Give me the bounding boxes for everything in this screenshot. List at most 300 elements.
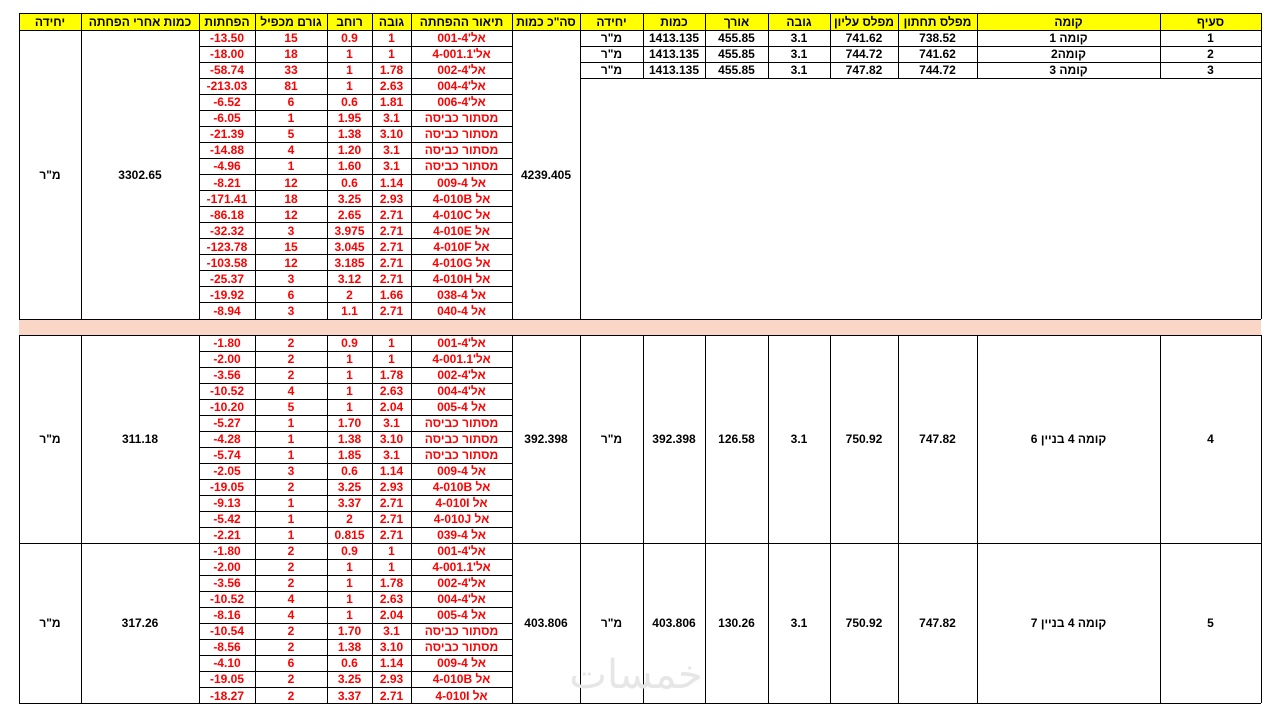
multiplier-value: 2 xyxy=(287,624,295,639)
grid-line xyxy=(199,511,512,512)
height-value: 1 xyxy=(388,544,395,559)
width-value: 0.6 xyxy=(341,95,358,110)
deduction-description: מסתור כביסה xyxy=(424,640,499,655)
height-value: 1.78 xyxy=(379,63,404,78)
deduction-value: -1.80 xyxy=(213,336,241,350)
header-deductions: הפחתות xyxy=(199,13,255,30)
grid-line xyxy=(830,335,831,543)
header-qty-after: כמות אחרי הפחתה xyxy=(81,13,199,30)
deduction-description: אל'004-4 xyxy=(437,79,486,94)
floor-row-2-lower-level: 741.62 xyxy=(919,47,956,62)
multiplier-value: 6 xyxy=(287,95,295,110)
grid-line xyxy=(199,383,512,384)
height-value: 2.63 xyxy=(379,384,404,398)
deduction-value: -13.50 xyxy=(209,31,245,46)
grid-line xyxy=(199,46,512,47)
deduction-description: אל 4-010I xyxy=(435,688,488,703)
deduction-value: -10.52 xyxy=(209,592,245,607)
width-value: 1.38 xyxy=(337,127,362,142)
deduction-value: -8.16 xyxy=(213,608,241,623)
multiplier-value: 2 xyxy=(287,576,295,591)
grid-line xyxy=(199,254,512,255)
grid-line xyxy=(19,543,20,703)
multiplier-value: 3 xyxy=(287,223,295,238)
grid-line xyxy=(199,142,512,143)
deduction-value: -10.54 xyxy=(209,624,245,639)
deduction-description: מסתור כביסה xyxy=(424,111,499,126)
multiplier-value: 4 xyxy=(287,143,295,158)
floor-row-3-unit: מ"ר xyxy=(600,63,623,78)
deduction-description: אל'006-4 xyxy=(437,95,486,110)
grid-line xyxy=(199,655,512,656)
grid-line xyxy=(19,703,1261,704)
group-3-total-qty: 403.806 xyxy=(524,616,568,630)
deduction-value: -3.56 xyxy=(213,368,241,382)
deduction-value: -19.05 xyxy=(209,672,245,687)
deduction-value: -5.27 xyxy=(213,416,241,430)
group-3-item: 5 xyxy=(1207,616,1214,630)
grid-line xyxy=(199,335,200,543)
group-2-floor: קומה 4 בניין 6 xyxy=(1030,432,1107,446)
deduction-value: -19.92 xyxy=(209,287,245,302)
multiplier-value: 1 xyxy=(287,496,295,510)
floor-row-2-length: 455.85 xyxy=(718,47,755,62)
deduction-value: -19.05 xyxy=(209,480,245,494)
deduction-value: -32.32 xyxy=(209,223,245,238)
width-value: 1 xyxy=(346,592,353,607)
grid-line xyxy=(255,335,256,543)
grid-line xyxy=(199,447,512,448)
width-value: 0.6 xyxy=(341,175,358,190)
deduction-description: מסתור כביסה xyxy=(424,416,499,430)
grid-line xyxy=(199,30,200,319)
width-value: 1 xyxy=(346,384,353,398)
grid-line xyxy=(255,543,256,703)
floor-row-1-qty: 1413.135 xyxy=(648,31,700,46)
multiplier-value: 1 xyxy=(287,448,295,462)
grid-line xyxy=(1261,13,1262,30)
deduction-description: אל 040-4 xyxy=(437,303,486,318)
floor-row-3-lower-level: 744.72 xyxy=(919,63,956,78)
deduction-description: מסתור כביסה xyxy=(424,143,499,158)
height-value: 2.71 xyxy=(379,271,404,286)
deduction-description: אל 009-4 xyxy=(437,656,486,671)
grid-line xyxy=(19,30,1261,31)
grid-line xyxy=(199,559,512,560)
grid-line xyxy=(81,335,82,543)
multiplier-value: 2 xyxy=(287,352,295,366)
deduction-description: אל'001-4 xyxy=(437,544,486,559)
multiplier-value: 3 xyxy=(287,271,295,286)
height-value: 1.14 xyxy=(379,464,404,478)
grid-line xyxy=(199,94,512,95)
grid-line xyxy=(199,206,512,207)
header-desc: תיאור ההפחתה xyxy=(411,13,512,30)
grid-line xyxy=(512,543,513,703)
floor-row-1-upper-level: 741.62 xyxy=(845,31,883,46)
width-value: 0.9 xyxy=(341,544,358,559)
height-value: 2.04 xyxy=(379,608,404,623)
width-value: 3.975 xyxy=(334,223,365,238)
height-value: 2.71 xyxy=(379,688,404,703)
group-3-length: 130.26 xyxy=(718,616,755,630)
deduction-description: אל 4-010B xyxy=(432,672,491,687)
grid-line xyxy=(19,335,1261,336)
width-value: 2 xyxy=(346,512,353,526)
grid-line xyxy=(512,335,513,543)
height-value: 3.1 xyxy=(383,448,400,462)
floor-row-3-item: 3 xyxy=(1207,63,1214,78)
height-value: 3.1 xyxy=(383,416,400,430)
height-value: 2.93 xyxy=(379,480,404,494)
group-2-length: 126.58 xyxy=(718,432,755,446)
deduction-value: -86.18 xyxy=(209,207,245,222)
grid-line xyxy=(705,13,706,30)
group-1-unit: מ"ר xyxy=(39,167,61,182)
floor-row-1-floor: קומה 1 xyxy=(1049,31,1088,46)
deduction-value: -14.88 xyxy=(209,143,245,158)
grid-line xyxy=(81,13,82,30)
grid-line xyxy=(19,13,20,30)
group-2-total-qty: 392.398 xyxy=(524,432,568,446)
height-value: 3.1 xyxy=(383,111,400,126)
deduction-value: -2.00 xyxy=(213,560,241,575)
multiplier-value: 2 xyxy=(287,688,295,703)
grid-line xyxy=(19,335,20,543)
grid-line xyxy=(977,13,978,30)
multiplier-value: 5 xyxy=(287,127,295,142)
deduction-value: -123.78 xyxy=(206,239,248,254)
deduction-value: -18.00 xyxy=(209,47,245,62)
deduction-description: אל 4-010E xyxy=(433,223,490,238)
grid-line xyxy=(411,13,412,30)
height-value: 1 xyxy=(388,560,395,575)
height-value: 2.71 xyxy=(379,223,404,238)
grid-line xyxy=(199,222,512,223)
multiplier-value: 4 xyxy=(287,592,295,607)
floor-row-2-upper-level: 744.72 xyxy=(845,47,883,62)
grid-line xyxy=(199,671,512,672)
height-value: 3.1 xyxy=(383,143,400,158)
header-item: סעיף xyxy=(1160,13,1261,30)
deduction-value: -1.80 xyxy=(213,544,241,559)
height-value: 3.10 xyxy=(379,640,404,655)
group-1-qty-after-deductions: 3302.65 xyxy=(118,167,162,182)
grid-line xyxy=(199,158,512,159)
grid-line xyxy=(199,431,512,432)
deduction-description: אל'001-4 xyxy=(437,31,486,46)
grid-line xyxy=(199,126,512,127)
multiplier-value: 2 xyxy=(287,336,295,350)
floor-row-2-item: 2 xyxy=(1207,47,1214,62)
width-value: 1.60 xyxy=(337,159,362,174)
grid-line xyxy=(199,13,200,30)
group-3-height: 3.1 xyxy=(790,616,808,630)
grid-line xyxy=(199,575,512,576)
width-value: 1 xyxy=(346,352,353,366)
width-value: 1 xyxy=(346,47,353,62)
height-value: 1 xyxy=(388,352,395,366)
group-3-unit: מ"ר xyxy=(600,616,623,630)
grid-line xyxy=(898,13,899,30)
grid-line xyxy=(1160,543,1161,703)
grid-line xyxy=(898,30,899,78)
deduction-value: -10.52 xyxy=(209,384,245,398)
header-upper-level: מפלס עליון xyxy=(830,13,898,30)
height-value: 1.78 xyxy=(379,368,404,382)
deduction-value: -21.39 xyxy=(209,127,245,142)
grid-line xyxy=(81,543,82,703)
grid-line xyxy=(255,13,256,30)
multiplier-value: 2 xyxy=(287,368,295,382)
height-value: 1.14 xyxy=(379,656,404,671)
height-value: 2.71 xyxy=(379,528,404,542)
deduction-description: אל'4-001.1 xyxy=(432,560,491,575)
group-2-lower: 747.82 xyxy=(919,432,956,446)
height-value: 3.1 xyxy=(383,159,400,174)
grid-line xyxy=(1160,13,1161,30)
grid-line xyxy=(81,30,82,319)
header-width: רוחב xyxy=(327,13,372,30)
height-value: 1 xyxy=(388,31,395,46)
multiplier-value: 5 xyxy=(287,400,295,414)
grid-line xyxy=(512,30,513,319)
deduction-description: אל 009-4 xyxy=(437,175,486,190)
width-value: 1.70 xyxy=(337,624,362,639)
group-3-lower: 747.82 xyxy=(919,616,956,630)
width-value: 1 xyxy=(346,368,353,382)
width-value: 1.38 xyxy=(337,432,362,446)
group-2-qty: 392.398 xyxy=(652,432,696,446)
floor-row-1-item: 1 xyxy=(1207,31,1214,46)
multiplier-value: 1 xyxy=(287,528,295,542)
grid-line xyxy=(199,78,512,79)
height-value: 2.04 xyxy=(379,400,404,414)
deduction-value: -9.13 xyxy=(213,496,241,510)
header-floor: קומה xyxy=(977,13,1160,30)
grid-line xyxy=(705,30,706,78)
width-value: 3.37 xyxy=(337,688,362,703)
grid-line xyxy=(327,30,328,319)
multiplier-value: 15 xyxy=(284,239,298,254)
floor-row-1-unit: מ"ר xyxy=(600,31,623,46)
grid-line xyxy=(199,302,512,303)
header-length: אורך xyxy=(705,13,768,30)
width-value: 3.185 xyxy=(334,255,365,270)
width-value: 1.70 xyxy=(337,416,362,430)
grid-line xyxy=(768,335,769,543)
group-2-height: 3.1 xyxy=(790,432,808,446)
deduction-description: אל 4-010H xyxy=(432,271,491,286)
floor-row-1-height: 3.1 xyxy=(790,31,808,46)
deduction-value: -4.10 xyxy=(213,656,241,671)
grid-line xyxy=(199,591,512,592)
grid-line xyxy=(199,238,512,239)
floor-row-3-upper-level: 747.82 xyxy=(845,63,883,78)
grid-line xyxy=(977,543,978,703)
grid-line xyxy=(199,479,512,480)
width-value: 1 xyxy=(346,560,353,575)
multiplier-value: 12 xyxy=(284,175,298,190)
height-value: 2.71 xyxy=(379,303,404,318)
width-value: 0.6 xyxy=(341,656,358,671)
grid-line xyxy=(643,30,644,78)
group-3-upper: 750.92 xyxy=(845,616,883,630)
grid-line xyxy=(411,335,412,543)
grid-line xyxy=(199,62,512,63)
width-value: 3.25 xyxy=(337,480,362,494)
grid-line xyxy=(327,335,328,543)
header-qty: כמות xyxy=(643,13,705,30)
grid-line xyxy=(1261,30,1262,319)
height-value: 2.71 xyxy=(379,496,404,510)
multiplier-value: 18 xyxy=(284,191,298,206)
grid-line xyxy=(411,543,412,703)
floor-row-1-lower-level: 738.52 xyxy=(919,31,956,46)
grid-line xyxy=(512,13,513,30)
deduction-description: אל'4-001.1 xyxy=(432,352,491,366)
deduction-description: אל 4-010F xyxy=(433,239,490,254)
deduction-description: מסתור כביסה xyxy=(424,159,499,174)
width-value: 1 xyxy=(346,608,353,623)
height-value: 1 xyxy=(388,336,395,350)
width-value: 0.9 xyxy=(341,336,358,350)
deduction-description: מסתור כביסה xyxy=(424,432,499,446)
multiplier-value: 12 xyxy=(284,255,298,270)
floor-row-3-height: 3.1 xyxy=(790,63,808,78)
grid-line xyxy=(372,543,373,703)
width-value: 0.815 xyxy=(334,528,365,542)
multiplier-value: 1 xyxy=(287,432,295,446)
deduction-value: -8.21 xyxy=(213,175,241,190)
group-3-qty-after-deductions: 317.26 xyxy=(121,616,159,630)
grid-line xyxy=(372,13,373,30)
deduction-value: -58.74 xyxy=(209,63,245,78)
deduction-description: אל'004-4 xyxy=(437,592,486,607)
deduction-value: -2.05 xyxy=(213,464,241,478)
grid-line xyxy=(580,13,581,30)
deduction-description: אל'002-4 xyxy=(437,63,486,78)
width-value: 2 xyxy=(346,287,353,302)
width-value: 1.1 xyxy=(341,303,358,318)
height-value: 2.63 xyxy=(379,592,404,607)
height-value: 2.71 xyxy=(379,207,404,222)
grid-line xyxy=(199,639,512,640)
grid-line xyxy=(1160,30,1161,78)
grid-line xyxy=(898,543,899,703)
multiplier-value: 81 xyxy=(284,79,298,94)
deduction-value: -103.58 xyxy=(206,255,248,270)
deduction-value: -10.20 xyxy=(209,400,245,414)
deduction-value: -4.96 xyxy=(213,159,241,174)
width-value: 3.25 xyxy=(337,672,362,687)
height-value: 1.78 xyxy=(379,576,404,591)
group-2-qty-after-deductions: 311.18 xyxy=(121,432,159,446)
grid-line xyxy=(199,399,512,400)
grid-line xyxy=(1261,335,1262,543)
group-2-unit: מ"ר xyxy=(39,432,61,446)
grid-line xyxy=(372,30,373,319)
grid-line xyxy=(199,190,512,191)
multiplier-value: 6 xyxy=(287,656,295,671)
height-value: 3.10 xyxy=(379,127,404,142)
grid-line xyxy=(199,351,512,352)
width-value: 1 xyxy=(346,63,353,78)
grid-line xyxy=(199,110,512,111)
width-value: 0.9 xyxy=(341,31,358,46)
section-separator xyxy=(19,319,1261,335)
grid-line xyxy=(372,335,373,543)
grid-line xyxy=(1160,335,1161,543)
multiplier-value: 1 xyxy=(287,416,295,430)
grid-line xyxy=(705,335,706,543)
deduction-value: -18.27 xyxy=(209,688,245,703)
multiplier-value: 4 xyxy=(287,608,295,623)
multiplier-value: 1 xyxy=(287,512,295,526)
deduction-value: -6.05 xyxy=(213,111,241,126)
deduction-value: -5.42 xyxy=(213,512,241,526)
deduction-value: -4.28 xyxy=(213,432,241,446)
deduction-description: אל 009-4 xyxy=(437,464,486,478)
grid-line xyxy=(199,270,512,271)
grid-line xyxy=(199,367,512,368)
height-value: 1.14 xyxy=(379,175,404,190)
height-value: 3.10 xyxy=(379,432,404,446)
grid-line xyxy=(199,495,512,496)
grid-line xyxy=(199,623,512,624)
deduction-description: אל 4-010J xyxy=(433,512,490,526)
grid-line xyxy=(977,30,978,78)
height-value: 2.93 xyxy=(379,191,404,206)
header-lower-level: מפלס תחתון xyxy=(898,13,977,30)
grid-line xyxy=(977,335,978,543)
height-value: 2.93 xyxy=(379,672,404,687)
group-2-unit: מ"ר xyxy=(600,432,623,446)
multiplier-value: 3 xyxy=(287,464,295,478)
floor-row-3-floor: קומה 3 xyxy=(1049,63,1088,78)
grid-line xyxy=(199,174,512,175)
grid-line xyxy=(830,13,831,30)
deduction-value: -5.74 xyxy=(213,448,241,462)
deduction-description: אל'001-4 xyxy=(437,336,486,350)
group-3-unit: מ"ר xyxy=(39,616,61,630)
deduction-description: מסתור כביסה xyxy=(424,624,499,639)
height-value: 2.71 xyxy=(379,512,404,526)
header-unit-left: יחידה xyxy=(19,13,81,30)
height-value: 2.71 xyxy=(379,255,404,270)
grid-line xyxy=(327,13,328,30)
floor-row-1-length: 455.85 xyxy=(718,31,755,46)
deduction-value: -3.56 xyxy=(213,576,241,591)
width-value: 1.38 xyxy=(337,640,362,655)
header-multiplier: גורם מכפיל xyxy=(255,13,327,30)
deduction-value: -2.00 xyxy=(213,352,241,366)
grid-line xyxy=(830,543,831,703)
grid-line xyxy=(580,335,581,543)
grid-line xyxy=(327,543,328,703)
grid-line xyxy=(199,543,200,703)
floor-row-2-unit: מ"ר xyxy=(600,47,623,62)
floor-row-2-qty: 1413.135 xyxy=(648,47,700,62)
grid-line xyxy=(643,13,644,30)
height-value: 3.1 xyxy=(383,624,400,639)
multiplier-value: 6 xyxy=(287,287,295,302)
header-unit-right: יחידה xyxy=(580,13,643,30)
deduction-description: אל'002-4 xyxy=(437,368,486,382)
group-2-item: 4 xyxy=(1207,432,1214,446)
multiplier-value: 2 xyxy=(287,480,295,494)
width-value: 1 xyxy=(346,576,353,591)
